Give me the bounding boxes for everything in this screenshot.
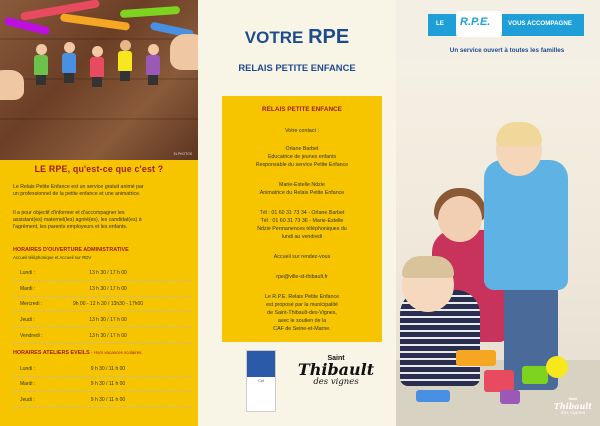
contact1-role: Responsable du service Petite Enfance <box>255 162 349 168</box>
schedule-hours: 13 h 30 / 17 h 00 <box>89 270 127 276</box>
schedule-day: Jeudi : <box>20 397 35 403</box>
contact-box-title: RELAIS PETITE ENFANCE <box>262 106 342 113</box>
schedule-day: Mardi : <box>20 381 36 387</box>
phone-line: Tél : 01 60 31 73 36 - Marie-Estelle <box>260 218 344 224</box>
banner-rpe: R.P.E. <box>460 16 491 28</box>
tagline: Un service ouvert à toutes les familles <box>449 47 565 54</box>
corner-logo-saint: Saint <box>568 397 578 401</box>
contact-label: Votre contact : <box>285 128 319 134</box>
phone-line: Tél : 01 60 31 73 34 - Orlane Barbet <box>259 210 345 216</box>
intro-line: Le Relais Petite Enfance est un service gratuit animé par <box>13 184 144 190</box>
objective-paragraph <box>13 210 189 232</box>
children-playing-photo <box>396 60 600 426</box>
caf-logo <box>246 350 276 412</box>
intro-line: un professionnel de la petite enfance et une animatrice. <box>13 191 141 198</box>
admin-hours-subtitle: Accueil téléphonique et Accueil sur RDV <box>13 255 92 260</box>
schedule-day: Vendredi : <box>20 333 43 339</box>
main-subtitle: RELAIS PETITE ENFANCE <box>238 62 356 73</box>
contact2-role: Animatrice du Relais Petite Enfance <box>259 190 345 196</box>
schedule-day: Mardi : <box>20 286 36 292</box>
rpe-banner <box>428 14 584 36</box>
objective-line: Il a pour objectif d'informer et d'accompagner les <box>13 210 125 216</box>
schedule-hours: 9 h 30 / 11 h 00 <box>90 366 126 372</box>
schedule-day: Jeudi : <box>20 317 35 323</box>
schedule-hours: 9h 00 - 12 h 30 / 13h30 - 17h00 <box>72 301 144 307</box>
closing-line: de Saint-Thibault-des-Vignes, <box>267 310 337 316</box>
schedule-hours: 13 h 30 / 17 h 00 <box>89 333 127 339</box>
intro-paragraph <box>13 184 189 198</box>
ateliers-note: - Hors vacances scolaires <box>91 350 142 355</box>
ateliers-title <box>13 350 141 356</box>
schedule-day: Lundi : <box>20 270 36 276</box>
banner-le: LE <box>436 20 444 27</box>
photo-credit: ELPHOTOS <box>173 152 192 156</box>
closing-line: est proposé par la municipalité <box>266 302 338 308</box>
contact1-role: Educatrice de jeunes enfants <box>267 154 337 160</box>
caf-label: Caf <box>258 379 264 383</box>
schedule-hours: 13 h 30 / 17 h 00 <box>89 286 127 292</box>
logo-saint: Saint <box>327 355 345 362</box>
saint-thibault-logo <box>296 355 376 387</box>
schedule-hours: 9 h 30 / 11 h 00 <box>90 381 126 387</box>
objective-line: assistant(es) maternel(les) agréé(es), les candidat(es) à <box>13 217 142 224</box>
schedule-day: Mercredi : <box>20 301 43 307</box>
closing-line: Le R.P.E. Relais Petite Enfance <box>264 294 340 300</box>
logo-des-vignes: des vignes <box>313 377 359 387</box>
objective-line: l'agrément, les parents employeurs et les enfants. <box>13 224 128 231</box>
banner-rest: VOUS ACCOMPAGNE <box>508 20 572 27</box>
ateliers-title-text: HORAIRES ATELIERS EVEILS <box>13 350 90 356</box>
left-heading: LE RPE, qu'est-ce que c'est ? <box>34 164 164 174</box>
contact-box <box>222 96 382 342</box>
appointment-text: Accueil sur rendez-vous <box>273 254 331 260</box>
left-panel <box>0 0 198 426</box>
schedule-hours: 13 h 30 / 17 h 00 <box>89 317 127 323</box>
contact1-name: Orlane Barbet <box>285 146 319 152</box>
corner-logo <box>554 397 592 416</box>
schedule-day: Lundi : <box>20 366 36 372</box>
corner-logo-thibault: Thibault <box>553 401 592 411</box>
contact2-name: Marie-Estelle Ndzie <box>279 182 325 188</box>
schedule-hours: 9 h 30 / 11 h 00 <box>90 397 126 403</box>
closing-line: avec le soutien de la <box>277 318 327 324</box>
phone-line: lundi au vendredi <box>281 234 323 240</box>
logo-thibault: Thibault <box>297 360 375 379</box>
phone-line: Ndzie Permanences téléphoniques du <box>257 226 347 232</box>
admin-hours-title: HORAIRES D'OUVERTURE ADMINISTRATIVE <box>13 247 129 253</box>
corner-logo-vignes: des vignes <box>560 411 586 416</box>
title-rpe: RPE <box>308 26 350 48</box>
closing-line: CAF de Seine-et-Marne. <box>273 326 331 332</box>
title-prefix: VOTRE <box>244 28 309 47</box>
middle-panel <box>198 0 396 426</box>
main-title <box>198 26 396 49</box>
email-link[interactable]: rpe@ville-st-thibault.fr <box>276 274 328 280</box>
right-panel <box>396 0 600 426</box>
crayon-kids-photo <box>0 0 198 160</box>
